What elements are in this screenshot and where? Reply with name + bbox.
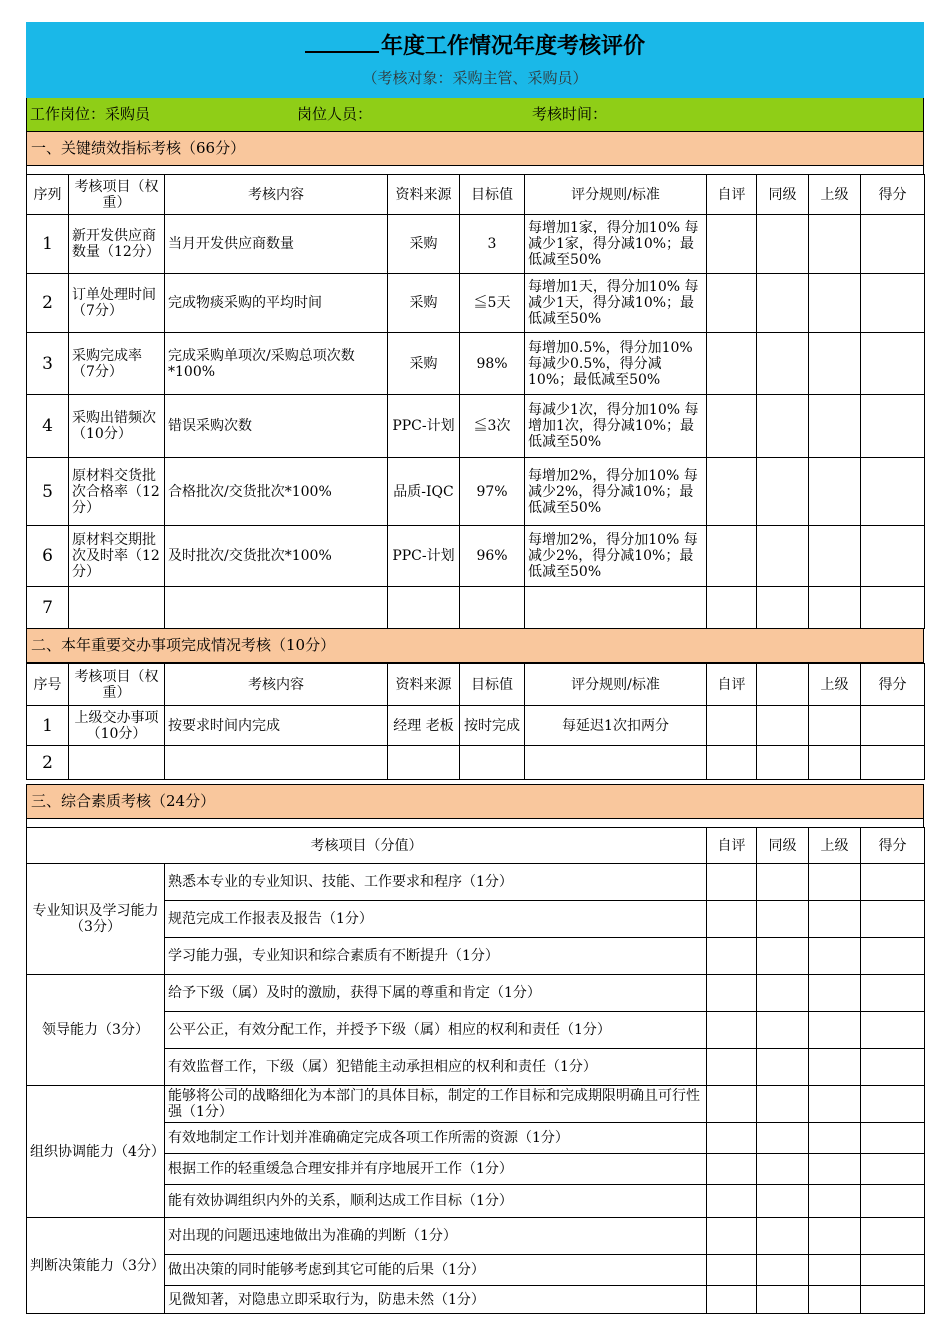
row-number: 5 — [27, 458, 69, 526]
quality-table — [26, 827, 925, 1314]
self-score-cell[interactable] — [707, 901, 757, 938]
superior-score-cell[interactable] — [809, 1154, 861, 1185]
kpi-header-row — [27, 175, 925, 215]
form-title — [27, 29, 923, 60]
kpi-rule: 每减少1次，得分加10% 每增加1次，得分减10%；最低减至50% — [525, 395, 707, 458]
final-score-cell[interactable] — [861, 975, 925, 1012]
final-score-cell[interactable] — [861, 458, 925, 526]
year-blank[interactable] — [305, 31, 379, 53]
peer-score-cell[interactable] — [757, 587, 809, 629]
superior-score-cell[interactable] — [809, 1123, 861, 1154]
section3-title: 三、综合素质考核（24分） — [26, 784, 924, 819]
superior-score-cell[interactable] — [809, 938, 861, 975]
superior-score-cell[interactable] — [809, 526, 861, 587]
kpi-target: 98% — [460, 333, 525, 395]
self-score-cell[interactable] — [707, 1012, 757, 1049]
task-content: 按要求时间内完成 — [165, 706, 388, 746]
final-score-cell[interactable] — [861, 1049, 925, 1086]
kpi-item: 采购出错频次（10分） — [69, 395, 165, 458]
task-table — [26, 663, 925, 780]
superior-score-cell[interactable] — [809, 1086, 861, 1123]
col-header: 考核项目（权重） — [69, 175, 165, 215]
kpi-target: ≦5天 — [460, 274, 525, 333]
col-header: 得分 — [861, 664, 925, 706]
kpi-rule: 每增加2%，得分加10% 每减少2%，得分减10%；最低减至50% — [525, 526, 707, 587]
peer-score-cell[interactable] — [757, 395, 809, 458]
col-header: 同级 — [757, 175, 809, 215]
quality-item: 做出决策的同时能够考虑到其它可能的后果（1分） — [165, 1255, 707, 1286]
quality-item: 能有效协调组织内外的关系，顺利达成工作目标（1分） — [165, 1185, 707, 1218]
superior-score-cell[interactable] — [809, 864, 861, 901]
kpi-table — [26, 174, 925, 629]
col-header: 得分 — [861, 175, 925, 215]
superior-score-cell[interactable] — [809, 458, 861, 526]
peer-score-cell[interactable] — [757, 333, 809, 395]
quality-row — [27, 864, 925, 901]
self-score-cell[interactable] — [707, 1255, 757, 1286]
superior-score-cell[interactable] — [809, 975, 861, 1012]
final-score-cell[interactable] — [861, 864, 925, 901]
time-label[interactable]: 考核时间： — [532, 105, 608, 123]
quality-item: 给予下级（属）及时的激励，获得下属的尊重和肯定（1分） — [165, 975, 707, 1012]
final-score-cell[interactable] — [861, 746, 925, 780]
self-score-cell[interactable] — [707, 1154, 757, 1185]
kpi-item — [69, 587, 165, 629]
person-label[interactable]: 岗位人员： — [297, 105, 373, 123]
kpi-row — [27, 274, 925, 333]
final-score-cell[interactable] — [861, 938, 925, 975]
self-score-cell[interactable] — [707, 938, 757, 975]
kpi-content: 及时批次/交货批次*100% — [165, 526, 388, 587]
superior-score-cell[interactable] — [809, 901, 861, 938]
superior-score-cell[interactable] — [809, 274, 861, 333]
task-item: 上级交办事项（10分） — [69, 706, 165, 746]
kpi-row — [27, 395, 925, 458]
task-source — [388, 746, 460, 780]
peer-score-cell[interactable] — [757, 1123, 809, 1154]
final-score-cell[interactable] — [861, 1154, 925, 1185]
row-number: 6 — [27, 526, 69, 587]
task-source: 经理 老板 — [388, 706, 460, 746]
self-score-cell[interactable] — [707, 1185, 757, 1218]
final-score-cell[interactable] — [861, 395, 925, 458]
task-item — [69, 746, 165, 780]
kpi-source: PPC-计划 — [388, 526, 460, 587]
blank-score-cell[interactable] — [757, 746, 809, 780]
col-header: 考核内容 — [165, 664, 388, 706]
col-header: 评分规则/标准 — [525, 664, 707, 706]
peer-score-cell[interactable] — [757, 1185, 809, 1218]
kpi-item: 原材料交期批次及时率（12分） — [69, 526, 165, 587]
kpi-rule — [525, 587, 707, 629]
peer-score-cell[interactable] — [757, 1049, 809, 1086]
self-score-cell[interactable] — [707, 864, 757, 901]
self-score-cell[interactable] — [707, 215, 757, 274]
col-header: 目标值 — [460, 664, 525, 706]
peer-score-cell[interactable] — [757, 274, 809, 333]
kpi-item: 订单处理时间（7分） — [69, 274, 165, 333]
peer-score-cell[interactable] — [757, 1286, 809, 1314]
kpi-row — [27, 333, 925, 395]
quality-item: 见微知著，对隐患立即采取行为，防患未然（1分） — [165, 1286, 707, 1314]
row-number: 2 — [27, 746, 69, 780]
self-score-cell[interactable] — [707, 746, 757, 780]
kpi-target: ≦3次 — [460, 395, 525, 458]
kpi-source: 采购 — [388, 215, 460, 274]
peer-score-cell[interactable] — [757, 215, 809, 274]
col-header: 序号 — [27, 664, 69, 706]
kpi-target: 96% — [460, 526, 525, 587]
quality-item: 根据工作的轻重缓急合理安排并有序地展开工作（1分） — [165, 1154, 707, 1185]
self-score-cell[interactable] — [707, 395, 757, 458]
self-score-cell[interactable] — [707, 1049, 757, 1086]
self-score-cell[interactable] — [707, 526, 757, 587]
col-header: 考核项目（分值） — [27, 828, 707, 864]
blank-score-cell[interactable] — [757, 706, 809, 746]
peer-score-cell[interactable] — [757, 901, 809, 938]
final-score-cell[interactable] — [861, 333, 925, 395]
final-score-cell[interactable] — [861, 1012, 925, 1049]
task-target — [460, 746, 525, 780]
superior-score-cell[interactable] — [809, 1185, 861, 1218]
superior-score-cell[interactable] — [809, 1255, 861, 1286]
self-score-cell[interactable] — [707, 1086, 757, 1123]
final-score-cell[interactable] — [861, 215, 925, 274]
col-header: 自评 — [707, 664, 757, 706]
kpi-target: 3 — [460, 215, 525, 274]
kpi-item: 原材料交货批次合格率（12分） — [69, 458, 165, 526]
kpi-target — [460, 587, 525, 629]
quality-item: 公平公正，有效分配工作，并授予下级（属）相应的权利和责任（1分） — [165, 1012, 707, 1049]
quality-item: 有效地制定工作计划并准确确定完成各项工作所需的资源（1分） — [165, 1123, 707, 1154]
row-number: 1 — [27, 706, 69, 746]
peer-score-cell[interactable] — [757, 975, 809, 1012]
peer-score-cell[interactable] — [757, 938, 809, 975]
quality-group: 判断决策能力（3分） — [27, 1218, 165, 1314]
self-score-cell[interactable] — [707, 1218, 757, 1255]
kpi-rule: 每增加1家，得分加10% 每减少1家，得分减10%；最低减至50% — [525, 215, 707, 274]
superior-score-cell[interactable] — [809, 1286, 861, 1314]
col-header: 得分 — [861, 828, 925, 864]
task-header-row — [27, 664, 925, 706]
quality-item: 规范完成工作报表及报告（1分） — [165, 901, 707, 938]
spacer — [26, 166, 924, 174]
superior-score-cell[interactable] — [809, 1218, 861, 1255]
self-score-cell[interactable] — [707, 333, 757, 395]
kpi-content: 合格批次/交货批次*100% — [165, 458, 388, 526]
peer-score-cell[interactable] — [757, 1218, 809, 1255]
self-score-cell[interactable] — [707, 975, 757, 1012]
superior-score-cell[interactable] — [809, 215, 861, 274]
peer-score-cell[interactable] — [757, 1012, 809, 1049]
kpi-target: 97% — [460, 458, 525, 526]
kpi-row — [27, 587, 925, 629]
kpi-rule: 每增加1天，得分加10% 每减少1天，得分减10%；最低减至50% — [525, 274, 707, 333]
final-score-cell[interactable] — [861, 274, 925, 333]
quality-item: 能够将公司的战略细化为本部门的具体目标，制定的工作目标和完成期限明确且可行性强（1分） — [165, 1086, 707, 1123]
final-score-cell[interactable] — [861, 1185, 925, 1218]
col-header: 上级 — [809, 828, 861, 864]
self-score-cell[interactable] — [707, 587, 757, 629]
col-header: 资料来源 — [388, 175, 460, 215]
task-target: 按时完成 — [460, 706, 525, 746]
col-header: 同级 — [757, 828, 809, 864]
quality-row — [27, 975, 925, 1012]
col-header: 目标值 — [460, 175, 525, 215]
kpi-item: 新开发供应商数量（12分） — [69, 215, 165, 274]
self-score-cell[interactable] — [707, 706, 757, 746]
kpi-row — [27, 215, 925, 274]
task-rule — [525, 746, 707, 780]
final-score-cell[interactable] — [861, 1255, 925, 1286]
peer-score-cell[interactable] — [757, 1086, 809, 1123]
final-score-cell[interactable] — [861, 526, 925, 587]
row-number: 7 — [27, 587, 69, 629]
row-number: 1 — [27, 215, 69, 274]
quality-item: 有效监督工作，下级（属）犯错能主动承担相应的权利和责任（1分） — [165, 1049, 707, 1086]
spacer — [26, 819, 924, 827]
kpi-source: 采购 — [388, 274, 460, 333]
title-text: 年度工作情况年度考核评价 — [380, 34, 645, 59]
col-header: 考核内容 — [165, 175, 388, 215]
self-score-cell[interactable] — [707, 458, 757, 526]
kpi-content: 完成采购单项次/采购总项次数*100% — [165, 333, 388, 395]
position-label: 工作岗位：采购员 — [30, 105, 151, 123]
final-score-cell[interactable] — [861, 901, 925, 938]
kpi-source: 品质-IQC — [388, 458, 460, 526]
kpi-source: 采购 — [388, 333, 460, 395]
self-score-cell[interactable] — [707, 1286, 757, 1314]
col-header: 自评 — [707, 175, 757, 215]
kpi-content: 错误采购次数 — [165, 395, 388, 458]
kpi-rule: 每增加2%，得分加10% 每减少2%，得分减10%；最低减至50% — [525, 458, 707, 526]
final-score-cell[interactable] — [861, 1286, 925, 1314]
self-score-cell[interactable] — [707, 274, 757, 333]
quality-group: 领导能力（3分） — [27, 975, 165, 1086]
superior-score-cell[interactable] — [809, 1049, 861, 1086]
col-header: 序列 — [27, 175, 69, 215]
self-score-cell[interactable] — [707, 1123, 757, 1154]
peer-score-cell[interactable] — [757, 526, 809, 587]
superior-score-cell[interactable] — [809, 706, 861, 746]
kpi-source: PPC-计划 — [388, 395, 460, 458]
final-score-cell[interactable] — [861, 706, 925, 746]
kpi-content: 当月开发供应商数量 — [165, 215, 388, 274]
quality-row — [27, 1086, 925, 1123]
row-number: 4 — [27, 395, 69, 458]
task-row — [27, 746, 925, 780]
evaluation-sheet — [26, 22, 924, 1314]
quality-group: 组织协调能力（4分） — [27, 1086, 165, 1218]
superior-score-cell[interactable] — [809, 395, 861, 458]
peer-score-cell[interactable] — [757, 1154, 809, 1185]
section1-title: 一、关键绩效指标考核（66分） — [26, 132, 924, 166]
final-score-cell[interactable] — [861, 1123, 925, 1154]
task-content — [165, 746, 388, 780]
kpi-item: 采购完成率（7分） — [69, 333, 165, 395]
kpi-row — [27, 526, 925, 587]
col-header: 上级 — [809, 664, 861, 706]
superior-score-cell[interactable] — [809, 746, 861, 780]
kpi-content — [165, 587, 388, 629]
quality-header-row — [27, 828, 925, 864]
peer-score-cell[interactable] — [757, 864, 809, 901]
kpi-content: 完成物痰采购的平均时间 — [165, 274, 388, 333]
quality-item: 学习能力强，专业知识和综合素质有不断提升（1分） — [165, 938, 707, 975]
peer-score-cell[interactable] — [757, 1255, 809, 1286]
kpi-row — [27, 458, 925, 526]
quality-item: 对出现的问题迅速地做出为准确的判断（1分） — [165, 1218, 707, 1255]
final-score-cell[interactable] — [861, 1218, 925, 1255]
col-header: 资料来源 — [388, 664, 460, 706]
task-row — [27, 706, 925, 746]
kpi-rule: 每增加0.5%，得分加10% 每减少0.5%，得分减10%；最低减至50% — [525, 333, 707, 395]
quality-item: 熟悉本专业的专业知识、技能、工作要求和程序（1分） — [165, 864, 707, 901]
kpi-source — [388, 587, 460, 629]
final-score-cell[interactable] — [861, 1086, 925, 1123]
quality-row — [27, 1218, 925, 1255]
form-subtitle: （考核对象：采购主管、采购员） — [362, 69, 588, 87]
section2-title: 二、本年重要交办事项完成情况考核（10分） — [26, 629, 924, 663]
quality-group: 专业知识及学习能力（3分） — [27, 864, 165, 975]
info-row — [26, 98, 924, 132]
col-header: 上级 — [809, 175, 861, 215]
col-header: 考核项目（权重） — [69, 664, 165, 706]
col-header — [757, 664, 809, 706]
row-number: 3 — [27, 333, 69, 395]
superior-score-cell[interactable] — [809, 1012, 861, 1049]
row-number: 2 — [27, 274, 69, 333]
superior-score-cell[interactable] — [809, 587, 861, 629]
peer-score-cell[interactable] — [757, 458, 809, 526]
col-header: 自评 — [707, 828, 757, 864]
final-score-cell[interactable] — [861, 587, 925, 629]
task-rule: 每延迟1次扣两分 — [525, 706, 707, 746]
title-banner — [26, 22, 924, 98]
col-header: 评分规则/标准 — [525, 175, 707, 215]
superior-score-cell[interactable] — [809, 333, 861, 395]
